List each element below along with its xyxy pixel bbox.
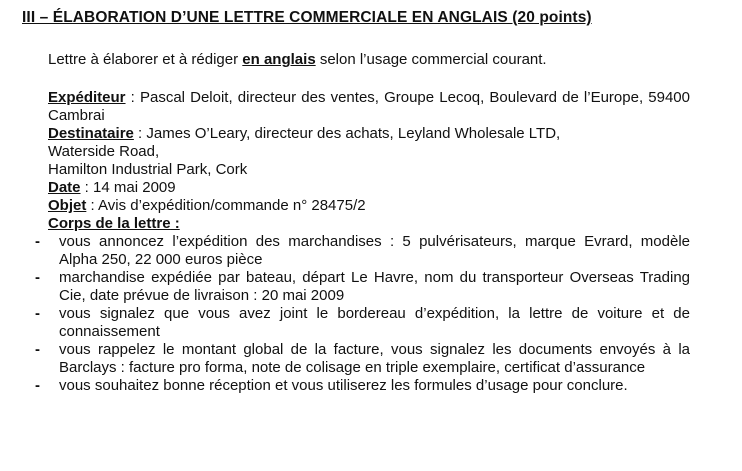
bullet-dash: - bbox=[35, 305, 40, 322]
destinataire-address-line2: Hamilton Industrial Park, Cork bbox=[48, 161, 248, 178]
intro-emphasis: en anglais bbox=[242, 51, 316, 68]
field-sep-date: : bbox=[80, 179, 94, 196]
field-sep-destinataire: : bbox=[133, 125, 147, 142]
field-sep-corps: : bbox=[170, 215, 180, 232]
intro-text-before: Lettre à élaborer et à rédiger bbox=[48, 51, 243, 68]
list-item bbox=[35, 377, 690, 395]
field-label-corps: Corps de la lettre bbox=[48, 215, 171, 232]
bullet-text: vous souhaitez bonne réception et vous utiliserez les formules d’usage pour conclure. bbox=[59, 377, 628, 394]
field-expediteur bbox=[48, 89, 690, 125]
bullet-text: vous annoncez l’expédition des marchandises : 5 pulvérisateurs, marque Evrard, modèle Alpha 250, 22 000 euros pièce bbox=[59, 233, 690, 268]
field-objet bbox=[48, 197, 690, 215]
intro-instruction bbox=[48, 51, 690, 69]
field-value-expediteur: Pascal Deloit, directeur des ventes, Groupe Lecoq, Boulevard de l’Europe, 59400 Cambrai bbox=[48, 89, 690, 124]
field-corps bbox=[48, 215, 690, 233]
field-value-objet: Avis d’expédition/commande n° 28475/2 bbox=[98, 197, 366, 214]
letter-body-bullets bbox=[35, 233, 690, 395]
list-item bbox=[35, 305, 690, 341]
list-item bbox=[35, 341, 690, 377]
field-label-date: Date bbox=[48, 179, 81, 196]
field-value-date: 14 mai 2009 bbox=[93, 179, 176, 196]
field-destinataire bbox=[48, 125, 690, 143]
bullet-text: vous signalez que vous avez joint le bordereau d’expédition, la lettre de voiture et de connaissement bbox=[59, 305, 690, 340]
bullet-dash: - bbox=[35, 269, 40, 286]
field-label-destinataire: Destinataire bbox=[48, 125, 134, 142]
section-heading: III – ÉLABORATION D’UNE LETTRE COMMERCIALE EN ANGLAIS (20 points) bbox=[22, 9, 592, 26]
field-value-destinataire: James O’Leary, directeur des achats, Leyland Wholesale LTD, bbox=[146, 125, 561, 142]
document-body bbox=[35, 51, 690, 395]
bullet-text: vous rappelez le montant global de la facture, vous signalez les documents envoyés à la Barclays : facture pro forma, note de colisage en triple exemplaire, certificat d’assurance bbox=[59, 341, 690, 376]
field-sep-expediteur: : bbox=[125, 89, 140, 106]
field-date bbox=[48, 179, 690, 197]
field-label-objet: Objet bbox=[48, 197, 87, 214]
intro-text-after: selon l’usage commercial courant. bbox=[315, 51, 547, 68]
field-sep-objet: : bbox=[86, 197, 99, 214]
bullet-dash: - bbox=[35, 377, 40, 394]
bullet-dash: - bbox=[35, 341, 40, 358]
bullet-dash: - bbox=[35, 233, 40, 250]
field-label-expediteur: Expéditeur bbox=[48, 89, 126, 106]
list-item bbox=[35, 233, 690, 269]
list-item bbox=[35, 269, 690, 305]
destinataire-address-line1: Waterside Road, bbox=[48, 143, 160, 160]
bullet-text: marchandise expédiée par bateau, départ Le Havre, nom du transporteur Overseas Trading Cie, date prévue de livraison : 20 mai 2009 bbox=[59, 269, 690, 304]
